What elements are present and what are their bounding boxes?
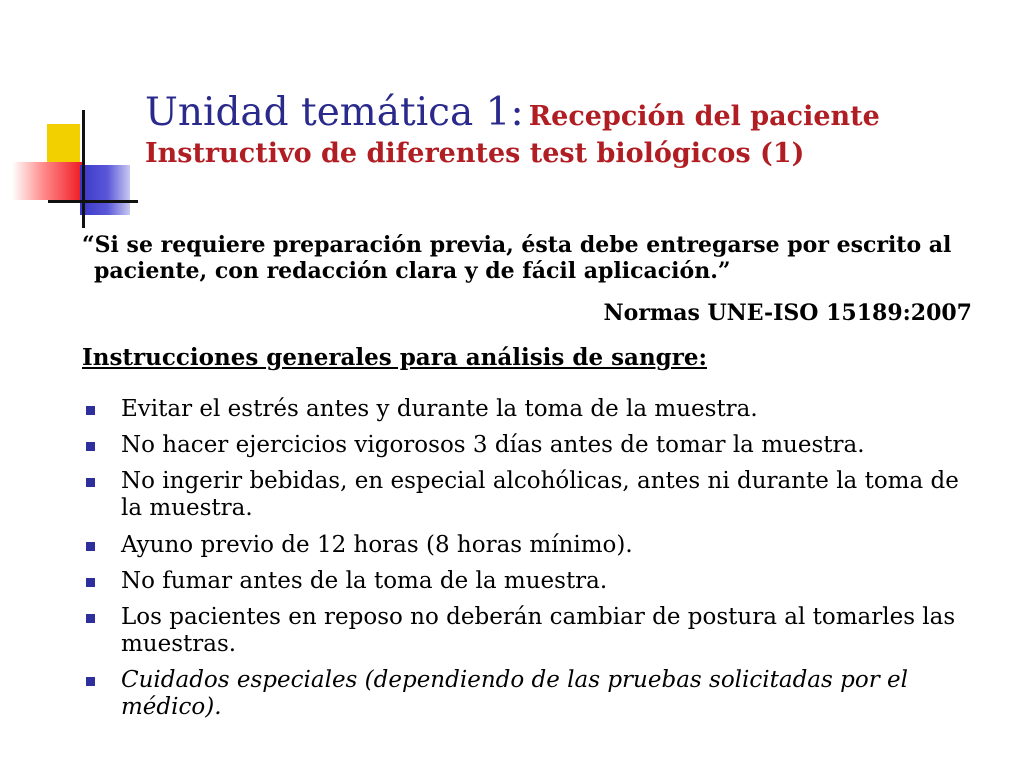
vertical-line-shape <box>82 110 85 228</box>
section-heading: Instrucciones generales para análisis de sangre: <box>82 344 707 371</box>
list-item <box>82 396 987 423</box>
square-bullet-icon <box>86 677 95 686</box>
blue-square-shape <box>80 165 130 215</box>
instruction-list <box>82 396 987 730</box>
list-item-text: Los pacientes en reposo no deberán cambiar de postura al tomarles las muestras. <box>121 603 956 657</box>
list-item-text: No ingerir bebidas, en especial alcohólicas, antes ni durante la toma de la muestra. <box>121 468 959 522</box>
list-item <box>82 432 987 459</box>
title-main: Unidad temática 1: <box>145 90 524 135</box>
quote-text: “Si se requiere preparación previa, ésta debe entregarse por escrito al paciente, con redacción clara y de fácil aplicación.” <box>82 232 952 285</box>
square-bullet-icon <box>86 478 95 487</box>
horizontal-line-shape <box>48 200 138 203</box>
norm-reference: Normas UNE-ISO 15189:2007 <box>603 300 972 326</box>
square-bullet-icon <box>86 542 95 551</box>
list-item-text: No hacer ejercicios vigorosos 3 días antes de tomar la muestra. <box>121 432 865 459</box>
title-subtitle: Recepción del paciente <box>528 101 880 132</box>
square-bullet-icon <box>86 442 95 451</box>
list-item-text: No fumar antes de la toma de la muestra. <box>121 567 608 594</box>
list-item <box>82 468 987 522</box>
square-bullet-icon <box>86 614 95 623</box>
title-second-line: Instructivo de diferentes test biológicos (1) <box>145 137 805 169</box>
list-item-text: Cuidados especiales (dependiendo de las pruebas solicitadas por el médico). <box>121 667 908 721</box>
red-square-shape <box>12 162 82 200</box>
square-bullet-icon <box>86 406 95 415</box>
list-item <box>82 667 987 721</box>
list-item-text: Ayuno previo de 12 horas (8 horas mínimo). <box>121 531 633 558</box>
slide-title <box>145 92 1005 169</box>
yellow-square-shape <box>47 124 80 166</box>
decorative-logo <box>0 0 150 240</box>
list-item-text: Evitar el estrés antes y durante la toma de la muestra. <box>121 396 758 422</box>
square-bullet-icon <box>86 578 95 587</box>
list-item <box>82 568 987 595</box>
list-item <box>82 532 987 559</box>
list-item <box>82 604 987 658</box>
